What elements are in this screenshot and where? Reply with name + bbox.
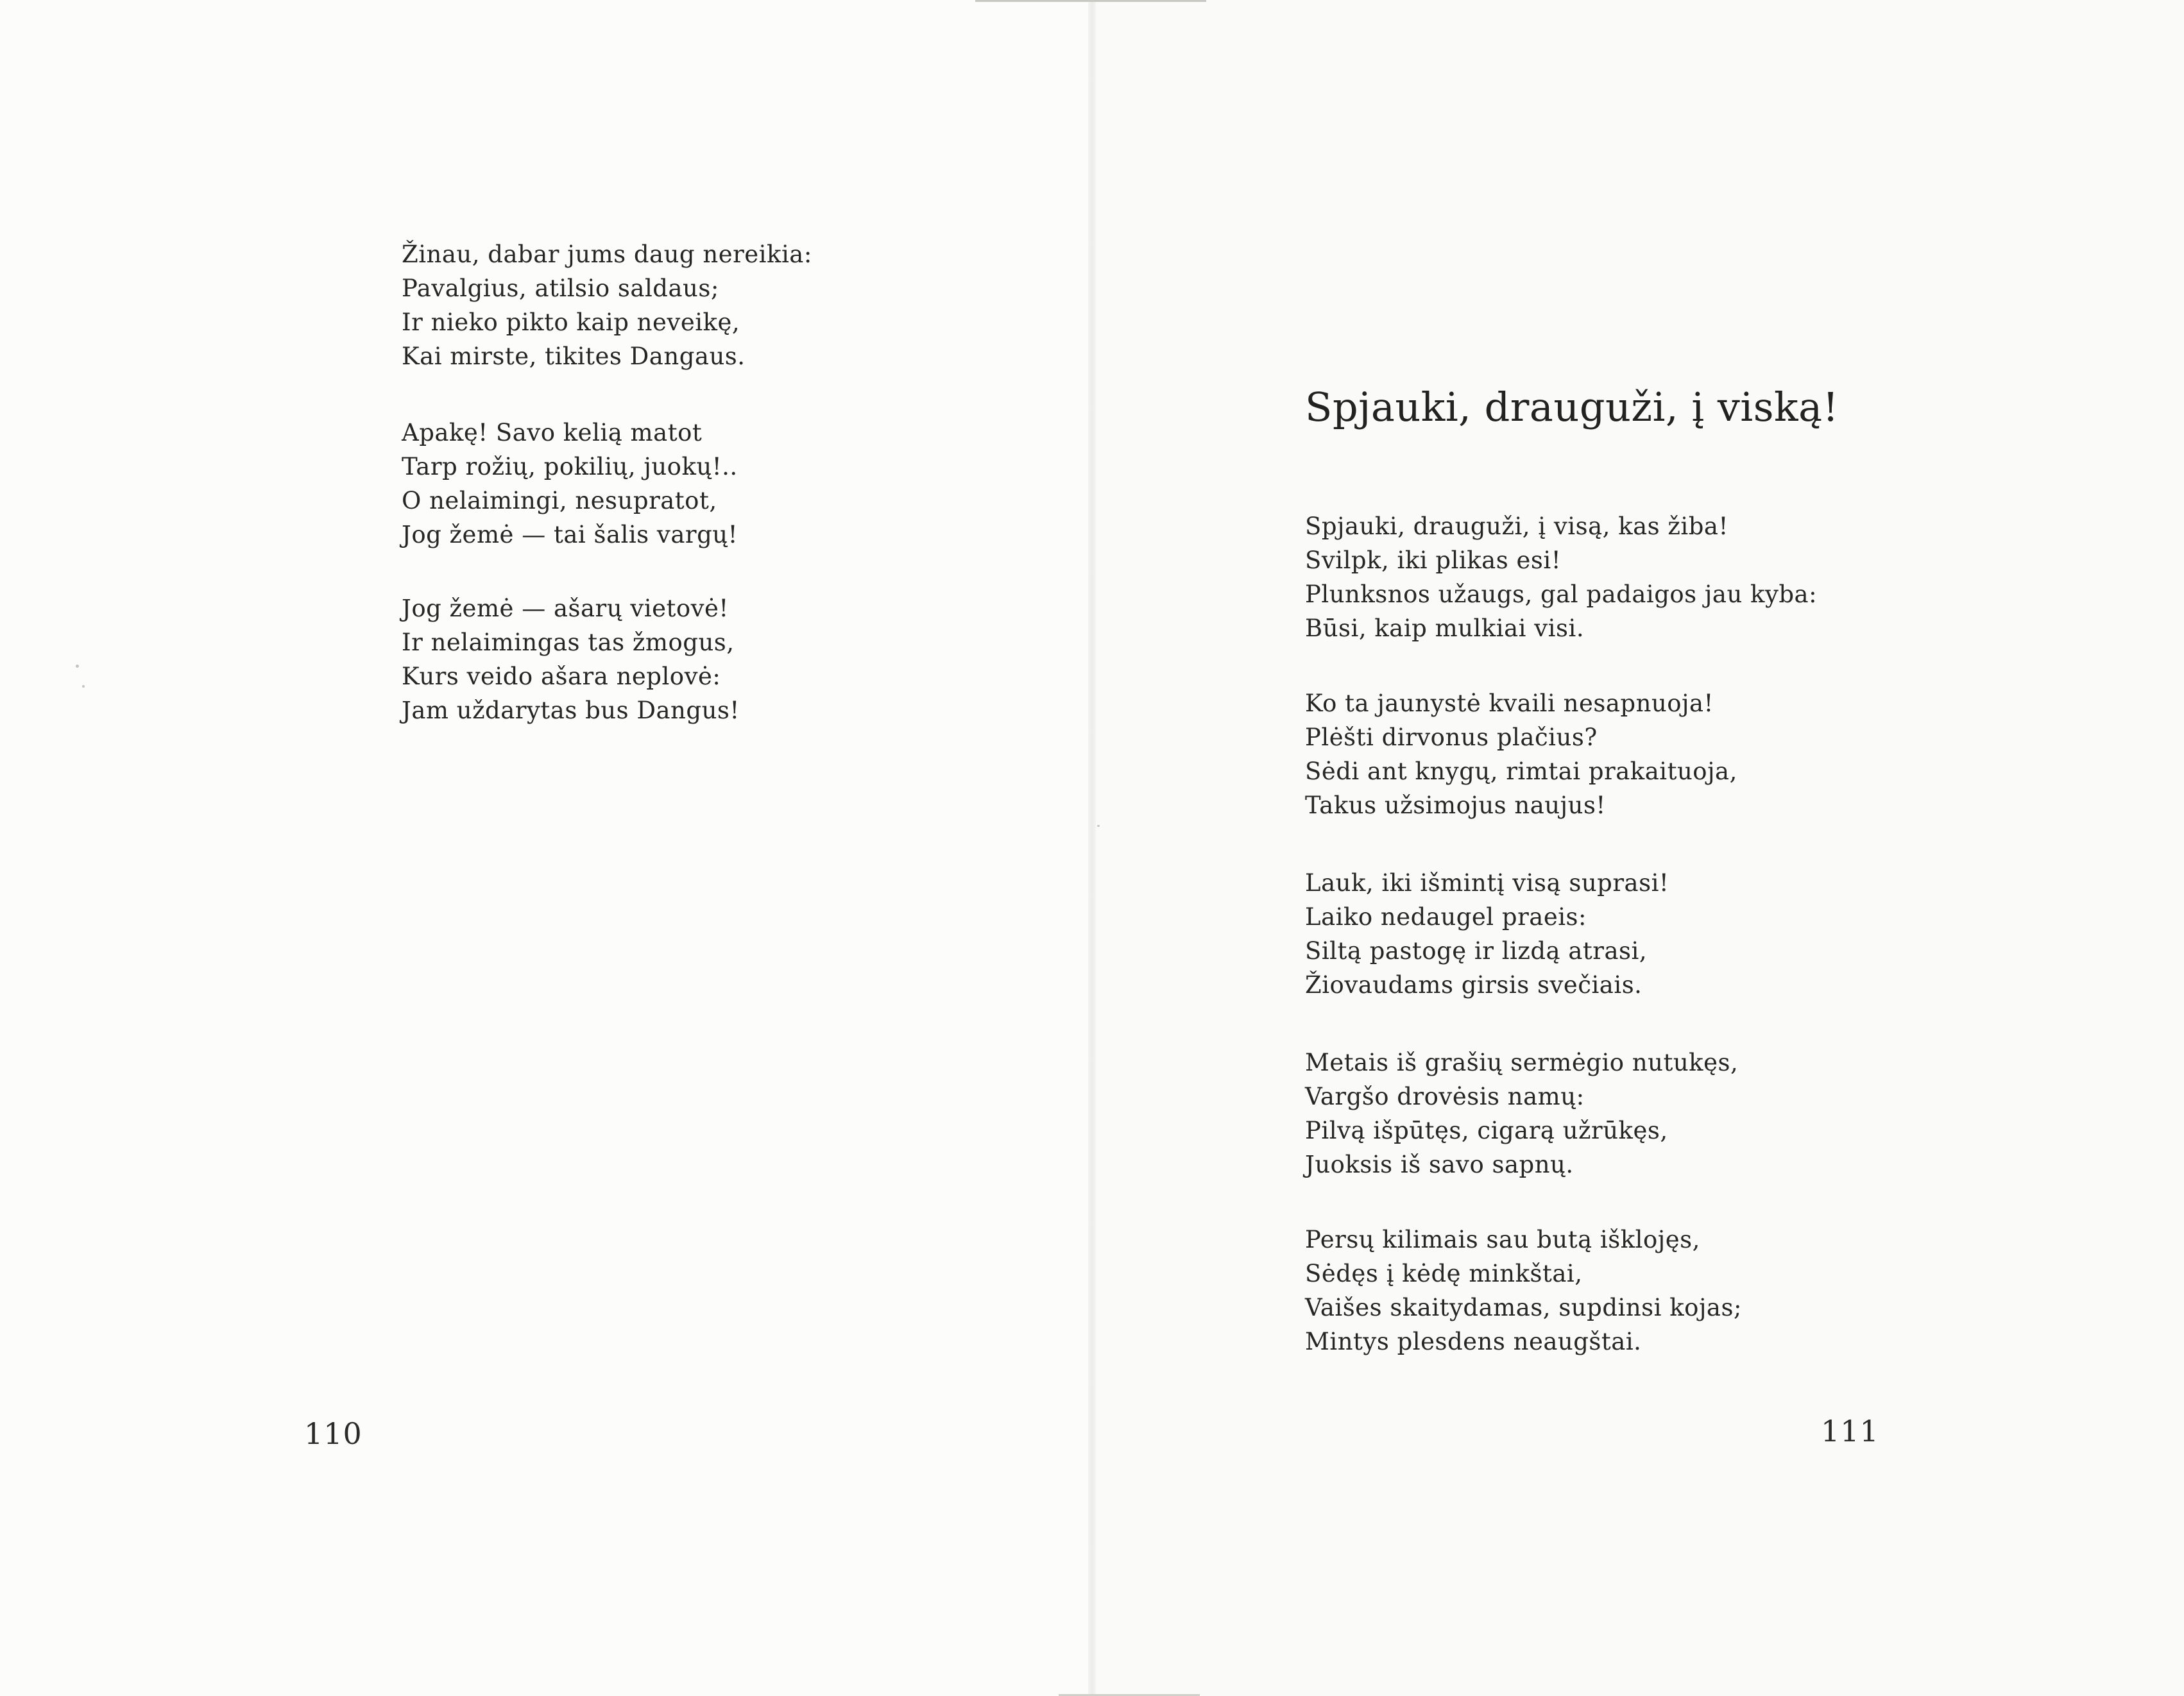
verse-line: Persų kilimais sau butą išklojęs, — [1305, 1226, 1700, 1253]
right-stanza-2 — [1305, 686, 1737, 822]
verse-line: Sėdęs į kėdę minkštai, — [1305, 1260, 1583, 1287]
page-number-left: 110 — [304, 1416, 363, 1451]
verse-line: Vaišes skaitydamas, supdinsi kojas; — [1305, 1294, 1742, 1321]
verse-line: Pilvą išpūtęs, cigarą užrūkęs, — [1305, 1117, 1668, 1144]
verse-line: Plėšti dirvonus plačius? — [1305, 724, 1598, 751]
verse-line: Ir nieko pikto kaip neveikę, — [402, 309, 740, 336]
verse-line: Žinau, dabar jums daug nereikia: — [402, 241, 812, 268]
poem-title: Spjauki, drauguži, į viską! — [1305, 384, 1839, 430]
verse-line: Vargšo drovėsis namų: — [1305, 1083, 1585, 1110]
verse-line: Sėdi ant knygų, rimtai prakaituoja, — [1305, 758, 1737, 785]
paper-speck — [82, 685, 85, 688]
left-stanza-3 — [402, 591, 740, 727]
verse-line: Mintys plesdens neaugštai. — [1305, 1328, 1642, 1355]
book-gutter — [1088, 0, 1096, 1696]
verse-line: Žiovaudams girsis svečiais. — [1305, 971, 1642, 999]
verse-line: Kai mirste, tikites Dangaus. — [402, 343, 746, 370]
right-stanza-1 — [1305, 509, 1817, 645]
left-stanza-1 — [402, 237, 812, 373]
verse-line: Jam uždarytas bus Dangus! — [402, 697, 740, 724]
verse-line: Juoksis iš savo sapnų. — [1305, 1151, 1574, 1178]
page-edge-top — [975, 0, 1206, 2]
verse-line: Lauk, iki išmintį visą suprasi! — [1305, 869, 1669, 897]
verse-line: Apakę! Savo kelią matot — [402, 419, 703, 446]
verse-line: Būsi, kaip mulkiai visi. — [1305, 615, 1585, 642]
verse-line: Ko ta jaunystė kvaili nesapnuoja! — [1305, 690, 1714, 717]
left-stanza-2 — [402, 416, 738, 552]
verse-line: Takus užsimojus naujus! — [1305, 792, 1606, 819]
right-stanza-5 — [1305, 1223, 1742, 1359]
verse-line: Jog žemė — ašarų vietovė! — [402, 595, 729, 622]
verse-line: Plunksnos užaugs, gal padaigos jau kyba: — [1305, 581, 1818, 608]
verse-line: Jog žemė — tai šalis vargų! — [402, 521, 738, 548]
verse-line: Kurs veido ašara neplovė: — [402, 663, 721, 690]
verse-line: Siltą pastogę ir lizdą atrasi, — [1305, 937, 1648, 965]
verse-line: Laiko nedaugel praeis: — [1305, 903, 1587, 931]
paper-speck — [1097, 825, 1100, 827]
verse-line: Spjauki, drauguži, į visą, kas žiba! — [1305, 513, 1728, 540]
paper-speck — [76, 665, 79, 668]
verse-line: Metais iš grašių sermėgio nutukęs, — [1305, 1049, 1739, 1076]
verse-line: Tarp rožių, pokilių, juokų!.. — [402, 453, 738, 480]
verse-line: Svilpk, iki plikas esi! — [1305, 547, 1562, 574]
right-stanza-3 — [1305, 866, 1669, 1002]
verse-line: Ir nelaimingas tas žmogus, — [402, 629, 735, 656]
verse-line: O nelaimingi, nesupratot, — [402, 487, 717, 514]
right-page — [1092, 0, 2184, 1696]
right-stanza-4 — [1305, 1046, 1738, 1182]
verse-line: Pavalgius, atilsio saldaus; — [402, 275, 719, 302]
page-number-right: 111 — [1821, 1414, 1879, 1448]
